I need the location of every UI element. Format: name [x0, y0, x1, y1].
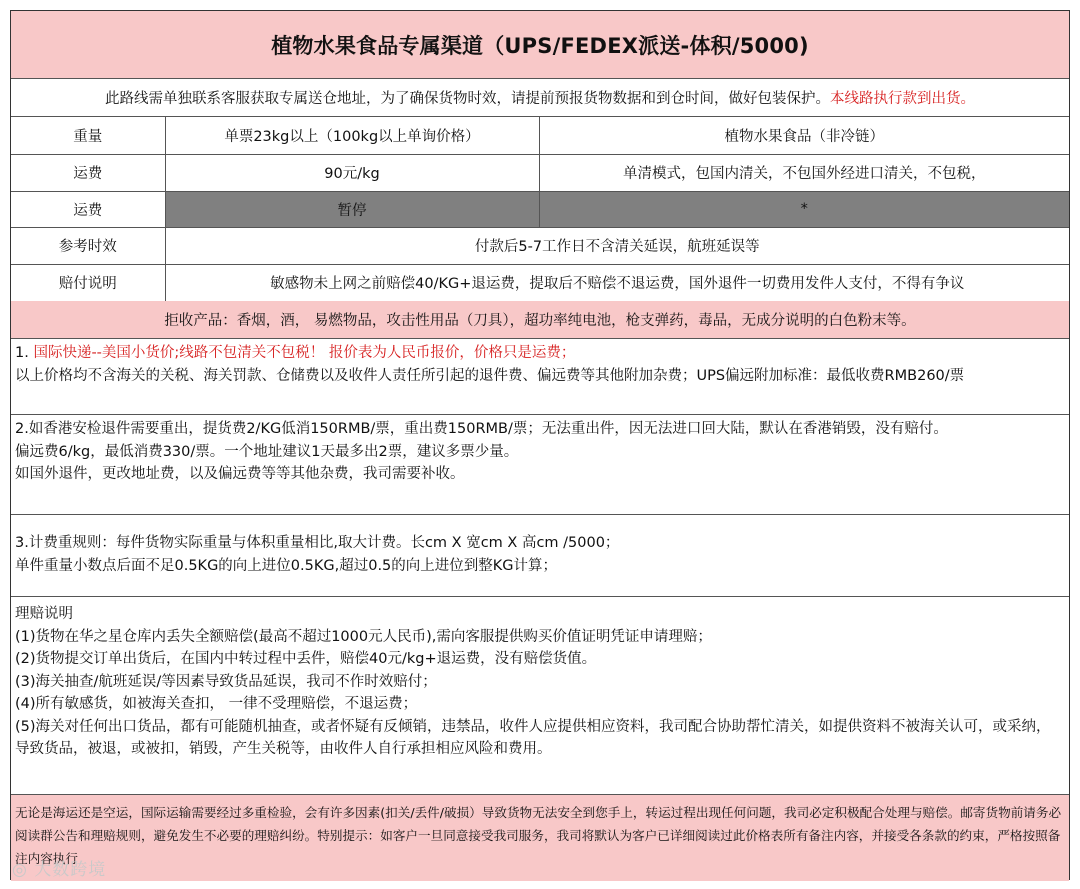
freight-label: 运费: [11, 154, 165, 191]
watermark-text: 大数跨境: [34, 860, 107, 880]
timing-label: 参考时效: [11, 227, 165, 264]
weight-value: 单票23kg以上（100kg以上单询价格）: [165, 117, 539, 154]
note-1: [11, 339, 1069, 415]
claims-section: [11, 597, 1069, 795]
freight-value: 90元/kg: [165, 154, 539, 191]
intro-row: [11, 79, 1069, 117]
claims-item: (1)货物在华之星仓库内丢失全额赔偿(最高不超过1000元人民币),需向客服提供购买价值证明凭证申请理赔；: [15, 628, 712, 645]
freight-suspended-note: *: [539, 191, 1069, 227]
note-2-line: 2.如香港安检退件需要重出，提货费2/KG低消150RMB/票，重出费150RMB/票；无法重出件，因无法进口回大陆，默认在香港销毁，没有赔付。: [15, 421, 948, 437]
timing-value: 付款后5-7工作日不含清关延误，航班延误等: [165, 227, 1069, 264]
claims-heading: 理赔说明: [15, 606, 73, 622]
claims-item: (4)所有敏感货，如被海关查扣， 一律不受理赔偿，不退运费；: [15, 696, 418, 712]
table-row: [11, 264, 1069, 301]
note-2-line: 偏远费6/kg，最低消费330/票。一个地址建议1天最多出2票，建议多票少量。: [15, 443, 519, 460]
table-row: [11, 227, 1069, 264]
note-3: [11, 515, 1069, 597]
pricing-table: [11, 117, 1069, 302]
footer-disclaimer: 无论是海运还是空运，国际运输需要经过多重检验，会有许多因素(扣关/丢件/破损）导致货物无法安全到您手上，转运过程出现任何问题，我司必定积极配合处理与赔偿。邮寄货物前请务必阅读群公告和理赔规则，避免发生不必要的理赔纠纷。特别提示：如客户一旦同意接受我司服务，我司将默认为客户已详细阅读过此价格表所有备注内容，并接受各条款的约束，严格按照备注内容执行: [11, 795, 1069, 881]
weight-note: 植物水果食品（非冷链）: [539, 117, 1069, 154]
table-row: [11, 191, 1069, 227]
watermark-logo: [12, 855, 106, 880]
note-2: [11, 415, 1069, 515]
table-row: [11, 117, 1069, 154]
claims-item: (2)货物提交订单出货后，在国内中转过程中丢件，赔偿40元/kg+退运费，没有赔偿货值。: [15, 651, 597, 667]
note-3-line: 单件重量小数点后面不足0.5KG的向上进位0.5KG,超过0.5的向上进位到整KG计算；: [15, 557, 558, 574]
watermark-icon: ◎: [12, 860, 28, 880]
intro-text: 此路线需单独联系客服获取专属送仓地址，为了确保货物时效，请提前预报货物数据和到仓时间，做好包装保护。: [105, 91, 830, 107]
claims-item: (5)海关对任何出口货品，都有可能随机抽查，或者怀疑有反倾销，违禁品，收件人应提供相应资料，我司配合协助帮忙清关，如提供资料不被海关认可，或采纳，导致货品，被退，或被扣，销毁，产生关税等，由收件人自行承担相应风险和费用。: [15, 718, 1051, 757]
page-title: 植物水果食品专属渠道（UPS/FEDEX派送-体积/5000): [11, 11, 1069, 79]
claims-item: (3)海关抽查/航班延误/等因素导致货品延误，我司不作时效赔付；: [15, 673, 437, 690]
compensation-value: 敏感物未上网之前赔偿40/KG+退运费，提取后不赔偿不退运费，国外退件一切费用发件人支付，不得有争议: [165, 264, 1069, 301]
price-sheet: [10, 10, 1070, 880]
note-3-line: 3.计费重规则：每件货物实际重量与体积重量相比,取大计费。长cm X 宽cm X 高cm /5000；: [15, 535, 620, 551]
freight-suspended-value: 暂停: [165, 191, 539, 227]
freight-note: 单清模式，包国内清关，不包国外经进口清关，不包税，: [539, 154, 1069, 191]
compensation-label: 赔付说明: [11, 264, 165, 301]
note-1-prefix: 1.: [15, 345, 34, 361]
weight-label: 重量: [11, 117, 165, 154]
note-1-highlight: 国际快递--美国小货价;线路不包清关不包税！ 报价表为人民币报价，价格只是运费；: [33, 345, 576, 361]
intro-highlight: 本线路执行款到出货。: [830, 91, 975, 107]
note-1-text: 以上价格均不含海关的关税、海关罚款、仓储费以及收件人责任所引起的退件费、偏远费等其他附加杂费；UPS偏远附加标准：最低收费RMB260/票: [15, 367, 965, 384]
note-2-line: 如国外退件，更改地址费，以及偏远费等等其他杂费，我司需要补收。: [15, 466, 465, 482]
freight-label: 运费: [11, 191, 165, 227]
rejected-products: 拒收产品：香烟，酒， 易燃物品，攻击性用品（刀具），超功率纯电池，枪支弹药，毒品，无成分说明的白色粉末等。: [11, 301, 1069, 339]
table-row: [11, 154, 1069, 191]
